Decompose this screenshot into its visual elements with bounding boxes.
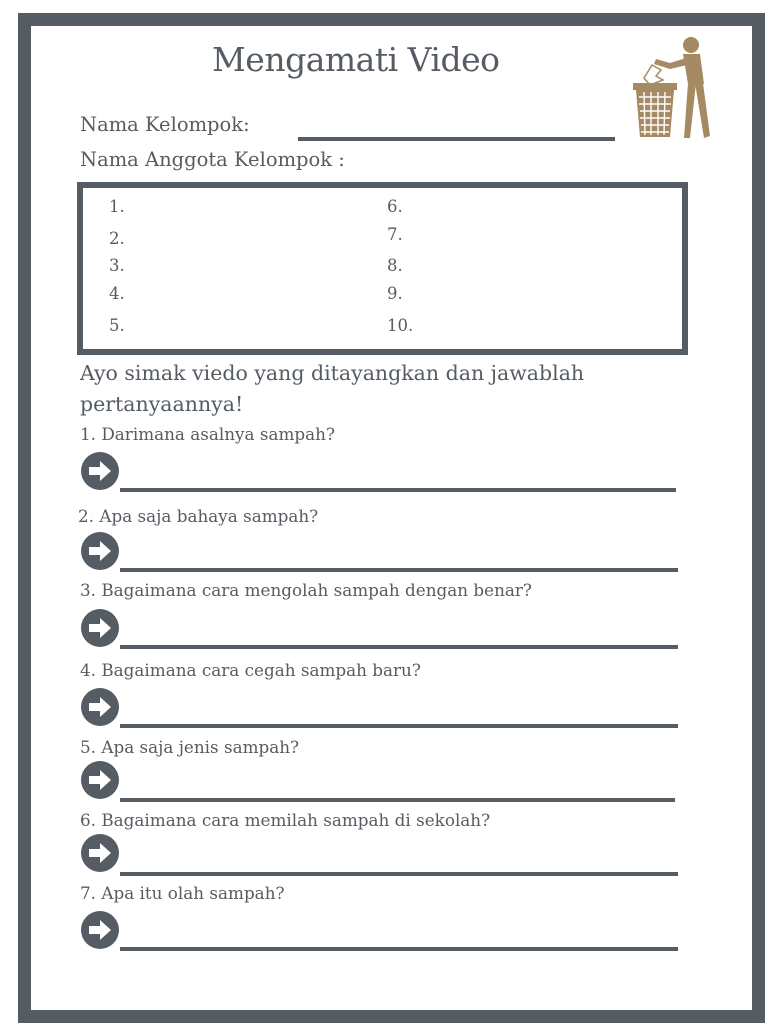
answer-line-3[interactable] bbox=[120, 645, 678, 649]
member-item-1[interactable]: 1. bbox=[109, 197, 125, 216]
page-title: Mengamati Video bbox=[212, 40, 500, 79]
question-4: 4. Bagaimana cara cegah sampah baru? bbox=[80, 660, 421, 680]
answer-line-2[interactable] bbox=[120, 568, 678, 572]
question-5: 5. Apa saja jenis sampah? bbox=[80, 737, 300, 757]
members-box bbox=[77, 182, 688, 355]
arrow-right-circle-icon bbox=[80, 910, 120, 950]
answer-line-6[interactable] bbox=[120, 872, 678, 876]
member-item-7[interactable]: 7. bbox=[387, 225, 403, 244]
question-3: 3. Bagaimana cara mengolah sampah dengan benar? bbox=[80, 580, 532, 600]
member-item-10[interactable]: 10. bbox=[387, 316, 414, 335]
member-item-4[interactable]: 4. bbox=[109, 284, 125, 303]
question-6: 6. Bagaimana cara memilah sampah di sekolah? bbox=[80, 810, 491, 830]
member-item-5[interactable]: 5. bbox=[109, 316, 125, 335]
member-item-6[interactable]: 6. bbox=[387, 197, 403, 216]
answer-line-5[interactable] bbox=[120, 798, 675, 802]
question-2: 2. Apa saja bahaya sampah? bbox=[78, 506, 319, 526]
question-7: 7. Apa itu olah sampah? bbox=[80, 883, 285, 903]
member-item-8[interactable]: 8. bbox=[387, 256, 403, 275]
arrow-right-circle-icon bbox=[80, 760, 120, 800]
arrow-right-circle-icon bbox=[80, 608, 120, 648]
answer-line-1[interactable] bbox=[120, 488, 676, 492]
answer-line-7[interactable] bbox=[120, 947, 678, 951]
member-item-2[interactable]: 2. bbox=[109, 229, 125, 248]
group-name-field[interactable] bbox=[298, 137, 615, 141]
member-item-9[interactable]: 9. bbox=[387, 284, 403, 303]
instruction-text: Ayo simak viedo yang ditayangkan dan jawablah pertanyaannya! bbox=[80, 361, 585, 416]
member-item-3[interactable]: 3. bbox=[109, 256, 125, 275]
answer-line-4[interactable] bbox=[120, 724, 678, 728]
members-label: Nama Anggota Kelompok : bbox=[80, 148, 345, 171]
trash-bin-person-icon bbox=[630, 36, 722, 140]
arrow-right-circle-icon bbox=[80, 687, 120, 727]
arrow-right-circle-icon bbox=[80, 451, 120, 491]
arrow-right-circle-icon bbox=[80, 531, 120, 571]
question-1: 1. Darimana asalnya sampah? bbox=[80, 424, 335, 444]
group-name-label: Nama Kelompok: bbox=[80, 113, 250, 136]
arrow-right-circle-icon bbox=[80, 833, 120, 873]
